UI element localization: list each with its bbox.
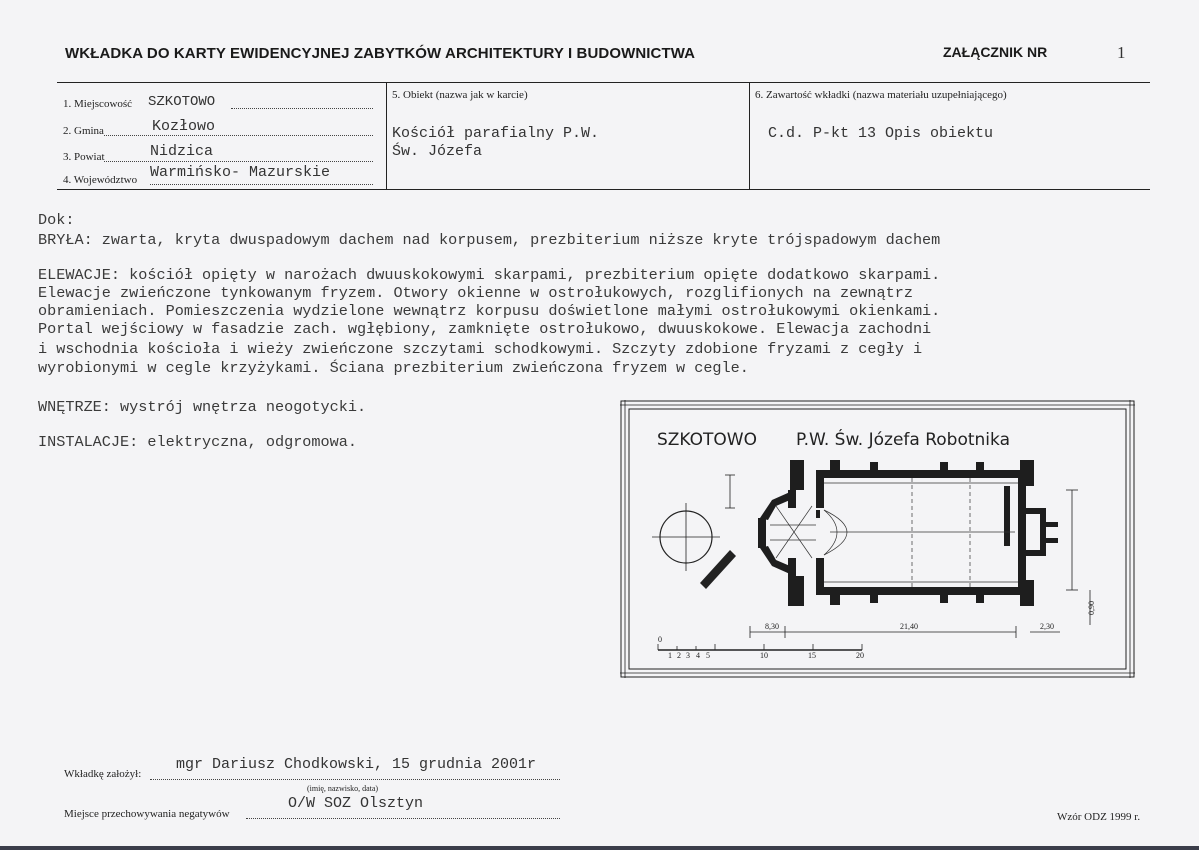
body-line-elewacje-2: Elewacje zwieńczone tynkowanym fryzem. Otwory okienne w ostrołukowych, rozglifionych na zewnątrz [38,284,913,302]
scale-label-0: 0 [658,635,662,644]
page-edge [0,846,1199,850]
contents-value: C.d. P-kt 13 Opis obiektu [768,125,994,142]
dim-label-4: 0,90 [1087,601,1096,615]
body-line-bryla: BRYŁA: zwarta, kryta dwuspadowym dachem nad korpusem, prezbiterium niższe kryte trójspadowym dachem [38,231,941,249]
scale-label-15: 15 [808,651,816,660]
form-version: Wzór ODZ 1999 r. [1057,811,1141,823]
object-line-2: Św. Józefa [392,143,483,160]
plan-title-place: SZKOTOWO [657,430,757,450]
storage-dots [246,818,560,819]
column-divider-2 [749,82,750,189]
scale-label-3: 3 [686,651,690,660]
header-top-rule [57,82,1150,83]
wojewodztwo-label: 4. Województwo [63,174,138,186]
annex-number: 1 [1117,43,1126,62]
author-hint: (imię, nazwisko, data) [307,784,379,793]
wojewodztwo-value: Warmińsko- Mazurskie [150,164,331,181]
gmina-label: 2. Gmina [63,125,104,137]
storage-label: Miejsce przechowywania negatywów [64,808,230,820]
header-bottom-rule [57,189,1150,190]
plan-title-name: P.W. Św. Józefa Robotnika [796,430,1010,450]
body-line-dok: Dok: [38,211,75,229]
powiat-value: Nidzica [150,143,214,160]
body-line-elewacje-5: i wschodnia kościoła i wieży zwieńczone szczytami schodkowymi. Szczyty zdobione fryzami z cegły i [38,340,923,358]
scale-label-20: 20 [856,651,864,660]
floor-plan-drawing [620,400,1135,678]
gmina-value: Kozłowo [152,118,216,135]
object-line-1: Kościół parafialny P.W. [392,125,600,142]
scale-label-1: 1 [668,651,672,660]
author-dots [150,779,560,780]
body-line-elewacje-6: wyrobionymi w cegle krzyżykami. Ściana prezbiterium zwieńczona fryzem w cegle. [38,359,749,377]
body-line-elewacje-1: ELEWACJE: kościół opięty w narożach dwuuskokowymi skarpami, prezbiterium opięte dodatkowo skarpami. [38,266,941,284]
scale-label-2: 2 [677,651,681,660]
miejscowosc-dots [231,108,373,109]
dim-label-1: 8,30 [765,622,779,631]
gmina-dots [104,135,373,136]
body-line-instalacje: INSTALACJE: elektryczna, odgromowa. [38,433,357,451]
body-line-elewacje-3: obramieniach. Pomieszczenia wydzielone wewnątrz korpusu doświetlone małymi ostrołukowymi okienkami. [38,302,941,320]
contents-label: 6. Zawartość wkładki (nazwa materiału uzupełniającego) [755,89,1007,101]
scale-label-10: 10 [760,651,768,660]
miejscowosc-label: 1. Miejscowość [63,98,133,110]
author-value: mgr Dariusz Chodkowski, 15 grudnia 2001r [176,756,537,773]
object-label: 5. Obiekt (nazwa jak w karcie) [392,89,528,101]
scale-label-5: 5 [706,651,710,660]
column-divider-1 [386,82,387,189]
form-title: WKŁADKA DO KARTY EWIDENCYJNEJ ZABYTKÓW ARCHITEKTURY I BUDOWNICTWA [65,45,696,62]
annex-label: ZAŁĄCZNIK NR [943,44,1048,60]
miejscowosc-value: SZKOTOWO [148,94,216,110]
dim-label-2: 21,40 [900,622,918,631]
north-arrow-icon [652,503,736,589]
scale-label-4: 4 [696,651,700,660]
author-label: Wkładkę założył: [64,768,142,780]
body-line-wnetrze: WNĘTRZE: wystrój wnętrza neogotycki. [38,398,367,416]
powiat-dots [104,161,373,162]
wojewodztwo-dots [150,184,373,185]
storage-value: O/W SOZ Olsztyn [288,795,424,812]
church-plan-icon [758,460,1058,606]
dim-label-3: 2,30 [1040,622,1054,631]
body-line-elewacje-4: Portal wejściowy w fasadzie zach. wgłębiony, zamknięte ostrołukowo, dwuuskokowe. Elewacja zachodni [38,320,932,338]
powiat-label: 3. Powiat [63,151,105,163]
